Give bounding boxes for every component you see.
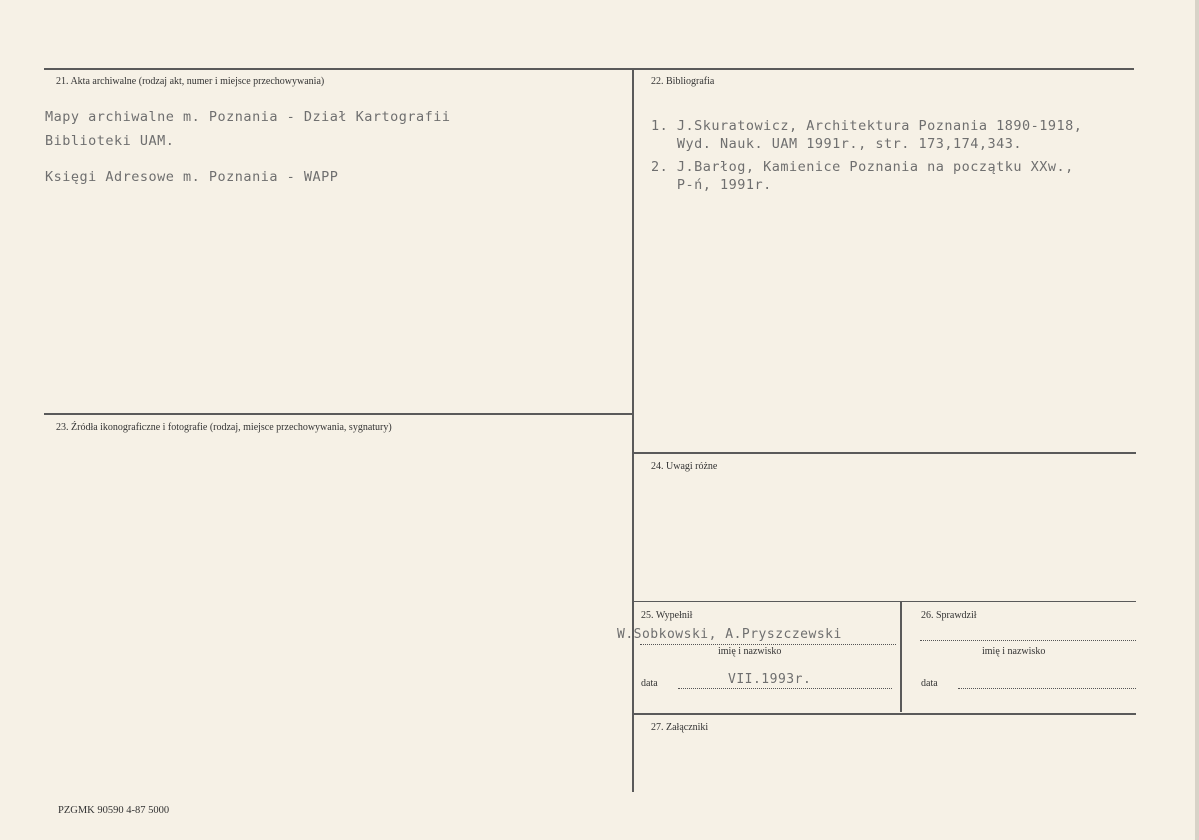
section-26-name-line xyxy=(920,640,1136,641)
section-24-label: 24. Uwagi różne xyxy=(651,461,718,472)
section-26-name-caption: imię i nazwisko xyxy=(982,646,1046,657)
section-21-line-1: Mapy archiwalne m. Poznania - Dział Kartografii xyxy=(45,109,451,125)
section-26-date-line xyxy=(958,688,1136,689)
top-rule xyxy=(44,68,1134,70)
section-26-label: 26. Sprawdził xyxy=(921,610,977,621)
print-code: PZGMK 90590 4-87 5000 xyxy=(58,805,170,816)
section-25-date-value: VII.1993r. xyxy=(728,672,812,687)
section-21-label: 21. Akta archiwalne (rodzaj akt, numer i miejsce przechowywania) xyxy=(56,76,325,87)
section-25-name-caption: imię i nazwisko xyxy=(718,646,782,657)
rule-25-27 xyxy=(634,713,1136,715)
section-22-line-4: P-ń, 1991r. xyxy=(651,177,772,193)
center-divider xyxy=(632,70,634,792)
rule-21-23 xyxy=(44,413,632,415)
card-edge xyxy=(1195,0,1199,840)
section-22-line-2: Wyd. Nauk. UAM 1991r., str. 173,174,343. xyxy=(651,136,1022,152)
rule-22-24 xyxy=(634,452,1136,454)
section-21-line-3: Księgi Adresowe m. Poznania - WAPP xyxy=(45,169,339,185)
section-21-line-2: Biblioteki UAM. xyxy=(45,133,175,149)
rule-24-25 xyxy=(634,601,1136,602)
section-22-line-1: 1. J.Skuratowicz, Architektura Poznania 1890-1918, xyxy=(651,118,1083,134)
section-25-label: 25. Wypełnił xyxy=(641,610,693,621)
section-25-name-line xyxy=(640,644,896,645)
section-27-label: 27. Załączniki xyxy=(651,722,709,733)
section-22-label: 22. Bibliografia xyxy=(651,76,715,87)
section-25-date-label: data xyxy=(641,678,658,689)
section-23-label: 23. Źródła ikonograficzne i fotografie (rodzaj, miejsce przechowywania, sygnatury) xyxy=(56,422,392,433)
section-25-date-line xyxy=(678,688,892,689)
section-22-line-3: 2. J.Barłog, Kamienice Poznania na początku XXw., xyxy=(651,159,1074,175)
divider-25-26 xyxy=(900,602,902,712)
section-26-date-label: data xyxy=(921,678,938,689)
section-25-name-value: W.Sobkowski, A.Pryszczewski xyxy=(617,627,842,642)
